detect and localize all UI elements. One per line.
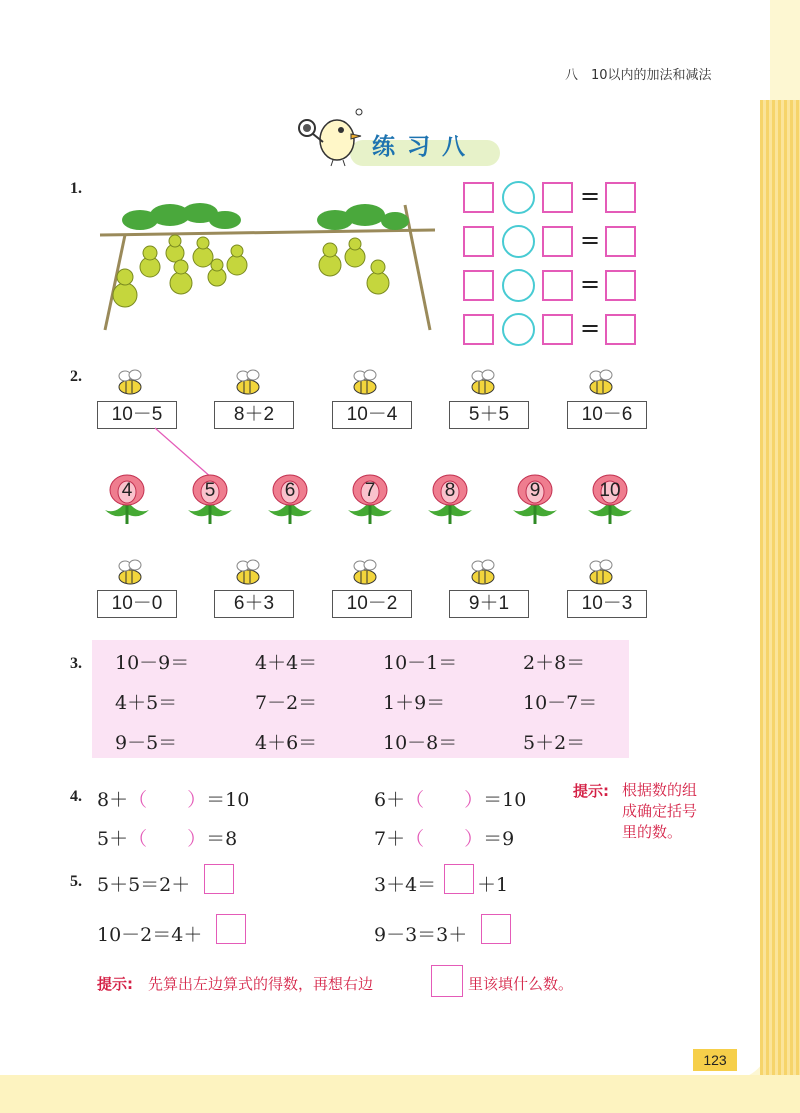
expression-start: 5＋5＝2＋	[97, 874, 191, 896]
flower[interactable]	[97, 470, 157, 530]
question-5-number: 5.	[70, 873, 82, 890]
equation-card[interactable]: 10－0	[97, 590, 177, 618]
fill-problem	[374, 824, 514, 851]
calc-problem: 7－2＝	[255, 692, 318, 714]
calc-problem: 10－8＝	[383, 732, 458, 754]
q4-hint-text	[622, 780, 697, 843]
answer-box[interactable]	[216, 914, 246, 944]
answer-box[interactable]	[444, 864, 474, 894]
equals-sign: =	[580, 270, 601, 298]
flower[interactable]	[180, 470, 240, 530]
left-paren: （	[405, 789, 425, 811]
calc-problem: 4＋6＝	[255, 732, 318, 754]
flower-number: 5	[204, 480, 216, 501]
page-number: 123	[693, 1049, 737, 1071]
expression-end: ＝10	[206, 789, 250, 811]
expression-start: 9－3＝3＋	[374, 924, 468, 946]
flower[interactable]	[505, 470, 565, 530]
calc-problem: 2＋8＝	[523, 652, 586, 674]
hint-line: 里的数。	[622, 823, 683, 841]
calc-problem: 10－1＝	[383, 652, 458, 674]
calc-problem: 4＋5＝	[115, 692, 178, 714]
question-4-number: 4.	[70, 788, 82, 805]
flower-number: 6	[284, 480, 296, 501]
fill-box-problem	[97, 870, 190, 897]
question-1-number: 1.	[70, 180, 82, 197]
bee-icon	[348, 557, 382, 589]
expression-start: 6＋	[374, 789, 406, 811]
expression-start: 3＋4＝	[374, 874, 437, 896]
question-2-number: 2.	[70, 368, 82, 385]
fill-box-problem	[374, 870, 436, 897]
answer-box[interactable]	[204, 864, 234, 894]
expression-end: ＝9	[483, 828, 515, 850]
right-paren: ）	[464, 828, 484, 850]
calc-problem: 1＋9＝	[383, 692, 446, 714]
equals-sign: =	[580, 314, 601, 342]
right-paren: ）	[187, 828, 207, 850]
page-title: 练习八	[372, 134, 477, 160]
equals-sign: =	[580, 182, 601, 210]
flower-number: 4	[121, 480, 133, 501]
right-paren: ）	[187, 789, 207, 811]
left-paren: （	[405, 828, 425, 850]
expression-start: 10－2＝4＋	[97, 924, 203, 946]
flower[interactable]	[340, 470, 400, 530]
expression-start: 5＋	[97, 828, 129, 850]
calc-problem: 5＋2＝	[523, 732, 586, 754]
calc-problem: 10－7＝	[523, 692, 598, 714]
equation-card[interactable]: 9＋1	[449, 590, 529, 618]
flower-number: 8	[444, 480, 456, 501]
fill-problem	[97, 785, 249, 812]
q5-hint-label: 提示:	[97, 975, 133, 993]
equals-sign: =	[580, 226, 601, 254]
equation-card[interactable]: 5＋5	[449, 401, 529, 429]
left-paren: （	[128, 828, 148, 850]
equation-card[interactable]: 10－6	[567, 401, 647, 429]
hint-example-box	[431, 965, 463, 997]
flower-number: 10	[599, 480, 621, 501]
bee-icon	[584, 557, 618, 589]
equation-card[interactable]: 10－3	[567, 590, 647, 618]
bee-icon	[466, 557, 500, 589]
flower[interactable]	[580, 470, 640, 530]
bee-icon	[231, 557, 265, 589]
fill-box-problem	[97, 920, 202, 947]
fill-problem	[374, 785, 526, 812]
hint-line: 成确定括号	[622, 802, 698, 820]
flower-number: 7	[364, 480, 376, 501]
bee-icon	[113, 557, 147, 589]
answer-box[interactable]	[481, 914, 511, 944]
equation-card[interactable]: 10－2	[332, 590, 412, 618]
hint-line: 根据数的组	[622, 781, 698, 799]
flower-number: 9	[529, 480, 541, 501]
expression-start: 8＋	[97, 789, 129, 811]
equation-card[interactable]: 8＋2	[214, 401, 294, 429]
left-paren: （	[128, 789, 148, 811]
flower[interactable]	[260, 470, 320, 530]
q4-hint-label: 提示:	[573, 782, 609, 800]
flower[interactable]	[420, 470, 480, 530]
calc-problem: 4＋4＝	[255, 652, 318, 674]
equation-card[interactable]: 10－5	[97, 401, 177, 429]
chapter-header: 八 10以内的加法和减法	[565, 68, 712, 83]
question-3-number: 3.	[70, 655, 82, 672]
expression-start: 7＋	[374, 828, 406, 850]
fill-problem	[97, 824, 237, 851]
right-paren: ）	[464, 789, 484, 811]
expression-end: ＝10	[483, 789, 527, 811]
expression-end: ＋1	[477, 874, 509, 896]
calc-problem: 10－9＝	[115, 652, 190, 674]
calc-problem: 9－5＝	[115, 732, 178, 754]
expression-end: ＝8	[206, 828, 238, 850]
equation-card[interactable]: 10－4	[332, 401, 412, 429]
q5-hint-text-start: 先算出左边算式的得数，再想右边	[148, 975, 374, 993]
q5-hint-text-end: 里该填什么数。	[468, 975, 574, 993]
fill-box-problem	[374, 920, 467, 947]
equation-card[interactable]: 6＋3	[214, 590, 294, 618]
